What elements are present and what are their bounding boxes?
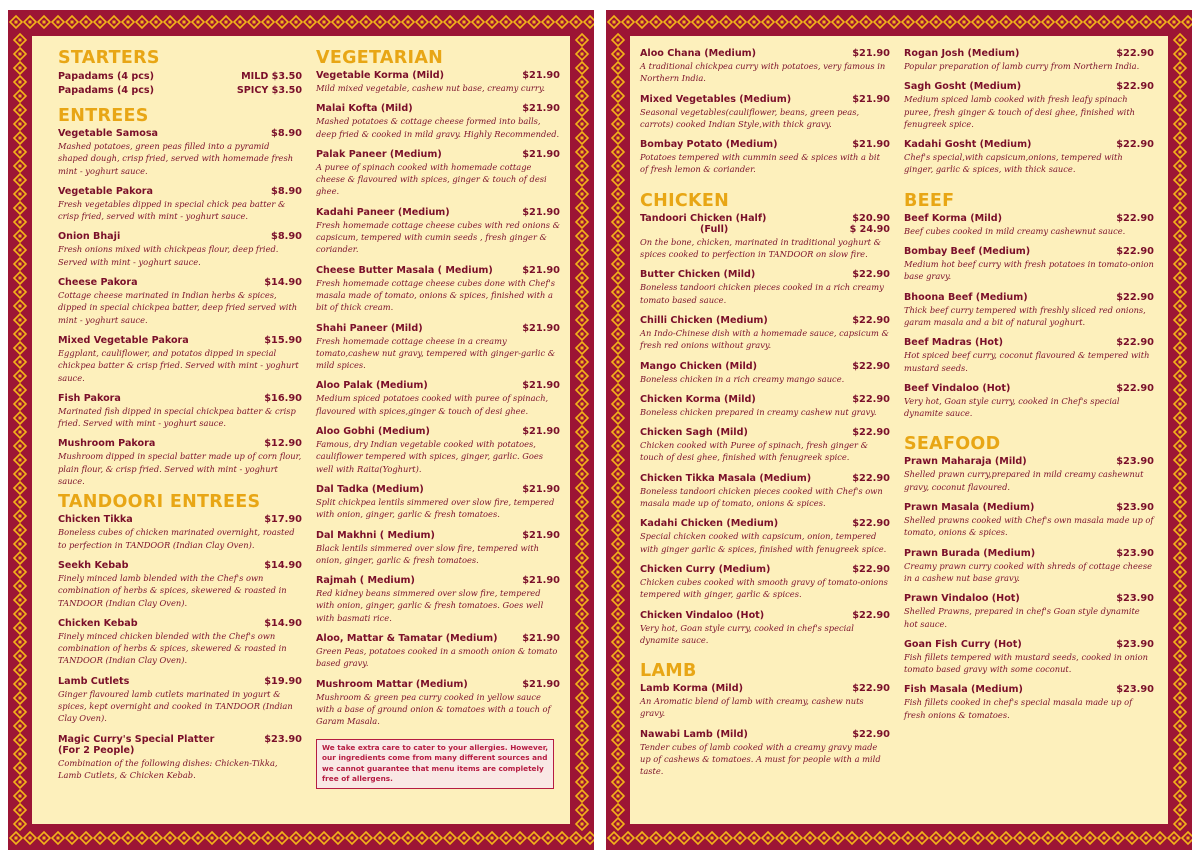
item-price: $8.90 [271, 185, 302, 197]
menu-item [904, 639, 1154, 676]
item-name: Fish Masala (Medium) [904, 684, 1023, 696]
item-price: $22.90 [1116, 291, 1154, 303]
item-name: Lamb Korma (Mild) [640, 683, 743, 695]
item-sub-name: (Full) [700, 223, 729, 235]
menu-item [640, 315, 890, 352]
item-price: $22.90 [1116, 337, 1154, 349]
item-name: Tandoori Chicken (Half) [640, 212, 767, 224]
menu-item [58, 734, 302, 782]
menu-column-4 [904, 48, 1154, 814]
menu-item [904, 593, 1154, 630]
item-description: On the bone, chicken, marinated in traditional yoghurt & spices cooked to perfection in TANDOOR on slow fire. [640, 236, 882, 260]
item-description: A traditional chickpea curry with potatoes, very famous in Northern India. [640, 61, 886, 84]
starters-list [58, 70, 302, 98]
item-description: Boneless chicken in a rich creamy mango sauce. [640, 373, 845, 384]
starter-row [58, 70, 302, 84]
menu-item [316, 323, 560, 372]
item-subtitle: (For 2 People) [58, 744, 135, 756]
item-price: $22.90 [1116, 139, 1154, 151]
item-name: Beef Madras (Hot) [904, 337, 1003, 349]
menu-item [904, 548, 1154, 585]
item-name: Cheese Pakora [58, 277, 138, 289]
item-name: Kadahi Chicken (Medium) [640, 518, 779, 530]
menu-item [316, 149, 560, 198]
item-name: Dal Makhni ( Medium) [316, 529, 435, 541]
menu-panel-right [630, 36, 1168, 824]
menu-item [640, 729, 890, 778]
menu-item [640, 48, 890, 85]
item-name: Beef Korma (Mild) [904, 212, 1002, 224]
item-name: Mushroom Mattar (Medium) [316, 678, 468, 690]
menu-item [58, 438, 302, 487]
item-name: Prawn Masala (Medium) [904, 502, 1035, 514]
menu-item [58, 128, 302, 177]
item-description: Marinated fish dipped in special chickpea batter & crisp fried. Served with mint - yoghurt sauce. [58, 405, 296, 429]
menu-item [640, 361, 890, 385]
item-price: $22.90 [852, 683, 890, 695]
item-price: $23.90 [1116, 502, 1154, 514]
menu-item [640, 473, 890, 510]
item-name: Goan Fish Curry (Hot) [904, 638, 1022, 650]
item-price: $21.90 [522, 633, 560, 645]
menu-item [640, 427, 890, 464]
menu-item [640, 518, 890, 555]
menu-item [58, 231, 302, 268]
item-price: $22.90 [852, 563, 890, 575]
item-name: Chicken Tikka Masala (Medium) [640, 472, 812, 484]
starter-price: MILD $3.50 [241, 71, 302, 82]
item-description: Mashed potatoes & cottage cheese formed into balls, deep fried & cooked in mild gravy. Highly Recommended. [316, 116, 560, 139]
item-name: Chicken Sagh (Mild) [640, 427, 748, 439]
menu-item [904, 139, 1154, 176]
item-description: A puree of spinach cooked with homemade cottage cheese & flavoured with spices, ginger & touch of desi ghee. [316, 161, 547, 197]
item-description: Medium hot beef curry with fresh potatoes in tomato-onion base gravy. [904, 259, 1154, 282]
item-description: Mashed potatoes, green peas filled into a pyramid shaped dough, crisp fried, served with homemade fresh mint - yoghurt sauce. [58, 141, 294, 176]
item-price: $21.90 [852, 48, 890, 59]
item-description: Very hot, Goan style curry, cooked in chef's special dynamite sauce. [640, 622, 854, 645]
starter-name: Papadams (4 pcs) [58, 71, 155, 82]
item-name: Kadahi Paneer (Medium) [316, 206, 450, 218]
item-price: $21.90 [522, 529, 560, 541]
item-description: Fish fillets tempered with mustard seeds, cooked in onion tomato based gravy with some coconut. [904, 651, 1148, 675]
menu-item [316, 103, 560, 140]
item-name: Aloo, Mattar & Tamatar (Medium) [316, 633, 498, 645]
section-title-tandoori-entrees: TANDOORI ENTREES [58, 492, 261, 513]
item-name: Lamb Cutlets [58, 675, 130, 687]
item-description: Medium spiced potatoes cooked with puree of spinach, flavoured with spices,ginger & touch of desi ghee. [316, 393, 549, 416]
item-price: $21.90 [522, 264, 560, 276]
menu-item [58, 277, 302, 326]
menu-panel-left [32, 36, 570, 824]
item-name: Prawn Burada (Medium) [904, 547, 1036, 559]
menu-item [316, 484, 560, 521]
item-name: Vegetable Pakora [58, 185, 154, 197]
item-description: Boneless chicken prepared in creamy cashew nut gravy. [640, 406, 877, 417]
menu-item [904, 81, 1154, 130]
item-price: $21.90 [522, 575, 560, 587]
starter-name: Papadams (4 pcs) [58, 85, 155, 96]
section-title-lamb: LAMB [640, 661, 697, 682]
item-description: Fresh homemade cottage cheese in a creamy tomato,cashew nut gravy, tempered with ginger-garlic & mild spices. [316, 335, 556, 371]
item-price: $14.90 [264, 277, 302, 289]
beef-list [904, 213, 1154, 429]
menu-item [316, 426, 560, 475]
item-name: Kadahi Gosht (Medium) [904, 139, 1032, 151]
item-description: Mushroom & green pea curry cooked in yellow sauce with a base of ground onion & tomatoes with a touch of Garam Masala. [316, 691, 551, 727]
item-price: $21.90 [522, 103, 560, 115]
item-description: Mild mixed vegetable, cashew nut base, creamy curry. [316, 83, 546, 93]
section-title-chicken: CHICKEN [640, 190, 730, 211]
item-name: Bombay Potato (Medium) [640, 139, 778, 151]
item-description: Finely minced lamb blended with the Chef's own combination of herbs & spices, skewered & roasted in TANDOOR (Indian Clay Oven). [58, 572, 287, 608]
item-description: Chef's special,with capsicum,onions, tempered with ginger, garlic & spices, with thick sauce. [904, 152, 1123, 175]
item-description: Cottage cheese marinated in Indian herbs & spices, dipped in special chickpea batter, deep fried served with mint - yoghurt sauce. [58, 290, 298, 325]
item-price: $22.90 [1116, 246, 1154, 258]
item-name: Aloo Chana (Medium) [640, 48, 757, 59]
item-price: $22.90 [852, 728, 890, 740]
item-description: Beef cubes cooked in mild creamy cashewnut sauce. [904, 225, 1126, 236]
item-name: Mixed Vegetable Pakora [58, 334, 189, 346]
menu-item [640, 139, 890, 176]
item-name: Onion Bhaji [58, 231, 121, 243]
item-sub-price: $ 24.90 [849, 223, 890, 235]
item-description: Eggplant, cauliflower, and potatos dipped in special chickpea batter & crisp fried. Served with mint - yoghurt sauce. [58, 347, 299, 383]
seafood-list [904, 456, 1154, 730]
item-description: An Aromatic blend of lamb with creamy, cashew nuts gravy. [640, 696, 864, 719]
item-description: Popular preparation of lamb curry from Northern India. [904, 61, 1140, 71]
menu-item [640, 269, 890, 306]
item-description: Split chickpea lentils simmered over slow fire, tempered with onion, ginger, garlic & fresh tomatoes. [316, 496, 555, 520]
menu-item [904, 48, 1154, 72]
item-description: Very hot, Goan style curry, cooked in Chef's special dynamite sauce. [904, 395, 1120, 419]
chicken-list [640, 269, 890, 655]
item-name: Chicken Tikka [58, 514, 133, 526]
item-name: Bhoona Beef (Medium) [904, 291, 1028, 303]
item-name: Rogan Josh (Medium) [904, 48, 1020, 59]
item-name: Chicken Curry (Medium) [640, 563, 771, 575]
item-name: Vegetable Samosa [58, 128, 158, 139]
item-description: Boneless cubes of chicken marinated overnight, roasted to perfection in TANDOOR (Indian Clay Oven). [58, 527, 295, 550]
menu-item [904, 292, 1154, 329]
item-description: Shelled prawn curry,prepared in mild creamy cashewnut gravy, coconut flavoured. [904, 469, 1144, 492]
item-description: Black lentils simmered over slow fire, tempered with onion, ginger, garlic & fresh tomatoes. [316, 542, 539, 565]
menu-item [316, 265, 560, 314]
starter-price: SPICY $3.50 [236, 85, 302, 96]
menu-item [640, 213, 890, 261]
item-price: $21.90 [522, 678, 560, 690]
item-price: $21.90 [522, 426, 560, 438]
tandoori-list [58, 514, 302, 790]
item-name: Chicken Kebab [58, 617, 138, 629]
item-name: Mango Chicken (Mild) [640, 360, 758, 372]
menu-column-2 [316, 48, 560, 814]
menu-page-right [606, 10, 1192, 850]
menu-page-left [8, 10, 594, 850]
item-name: Prawn Maharaja (Mild) [904, 456, 1027, 468]
item-price: $23.90 [264, 733, 302, 745]
item-description: Seasonal vegetables(cauliflower, beans, green peas, carrots) cooked Indian Style,with thick gravy. [640, 106, 860, 129]
allergy-notice: We take extra care to cater to your allergies. However, our ingredients come from many different sources and we cannot guarantee that menu items are completely free of allergens. [316, 739, 554, 789]
item-description: Potatoes tempered with cummin seed & spices with a bit of fresh lemon & coriander. [640, 152, 880, 175]
menu-item [316, 679, 560, 728]
item-name: Dal Tadka (Medium) [316, 483, 424, 495]
item-description: Shelled Prawns, prepared in chef's Goan style dynamite hot sauce. [904, 606, 1140, 629]
item-price: $21.90 [852, 139, 890, 151]
item-name: Shahi Paneer (Mild) [316, 322, 423, 334]
item-price: $23.90 [1116, 456, 1154, 468]
item-price: $20.90 [852, 212, 890, 224]
item-price: $17.90 [264, 514, 302, 526]
item-description: Special chicken cooked with capsicum, onion, tempered with ginger garlic & spices, finished with fenugreek spice. [640, 531, 887, 554]
section-title-starters: STARTERS [58, 48, 160, 68]
menu-item [316, 207, 560, 256]
menu-item [58, 335, 302, 384]
menu-item [904, 337, 1154, 374]
item-price: $22.90 [1116, 382, 1154, 394]
item-name: Butter Chicken (Mild) [640, 269, 756, 281]
section-title-vegetarian: VEGETARIAN [316, 48, 444, 68]
item-price: $21.90 [522, 322, 560, 334]
item-name: Cheese Butter Masala ( Medium) [316, 264, 493, 276]
menu-item [316, 575, 560, 624]
menu-item [904, 502, 1154, 539]
item-name: Aloo Gobhi (Medium) [316, 426, 430, 438]
item-description: Chicken cubes cooked with smooth gravy of tomato-onions tempered with ginger, garlic & spices. [640, 576, 888, 600]
item-price: $22.90 [852, 269, 890, 281]
item-price: $8.90 [271, 128, 302, 139]
item-price: $23.90 [1116, 547, 1154, 559]
item-description: An Indo-Chinese dish with a homemade sauce, capsicum & fresh red onions without gravy. [640, 327, 889, 351]
menu-column-1 [58, 48, 302, 814]
vegetarian-list [316, 70, 560, 737]
item-description: Red kidney beans simmered over slow fire, tempered with onion, ginger, garlic & fresh tomatoes. Goes well with basmati rice. [316, 588, 544, 623]
item-price: $21.90 [522, 380, 560, 392]
item-description: Hot spiced beef curry, coconut flavoured & tempered with mustard seeds. [904, 350, 1150, 373]
item-description: Shelled prawns cooked with Chef's own masala made up of tomato, onions & spices. [904, 515, 1154, 538]
item-description: Fresh vegetables dipped in special chick pea batter & crisp fried, served with mint - yoghurt sauce. [58, 198, 286, 222]
menu-item [904, 246, 1154, 283]
menu-item [640, 564, 890, 601]
item-name: Malai Kofta (Mild) [316, 103, 413, 115]
item-price: $22.90 [852, 472, 890, 484]
item-price: $16.90 [264, 392, 302, 404]
item-price: $22.90 [852, 393, 890, 405]
item-name: Fish Pakora [58, 392, 121, 404]
menu-item [640, 94, 890, 131]
menu-item [640, 683, 890, 720]
item-name: Palak Paneer (Medium) [316, 148, 442, 160]
menu-item [58, 514, 302, 551]
item-name: Chilli Chicken (Medium) [640, 314, 768, 326]
menu-item [58, 560, 302, 609]
item-description: Boneless tandoori chicken pieces cooked in a rich creamy tomato based sauce. [640, 282, 884, 305]
item-description: Thick beef curry tempered with freshly sliced red onions, garam masala and a bit of natural yoghurt. [904, 304, 1146, 327]
menu-item [58, 676, 302, 725]
item-description: Mushroom dipped in special batter made up of corn flour, plain flour, & crisp fried. Served with mint - yoghurt sauce. [58, 451, 302, 487]
item-price: $21.90 [522, 206, 560, 218]
item-description: Combination of the following dishes: Chicken-Tikka, Lamb Cutlets, & Chicken Kebab. [58, 757, 278, 780]
menu-item [904, 213, 1154, 237]
item-price: $22.90 [852, 314, 890, 326]
section-title-seafood: SEAFOOD [904, 434, 1001, 455]
item-price: $21.90 [522, 483, 560, 495]
item-description: Fresh onions mixed with chickpeas flour, deep fried. Served with mint - yoghurt sauce. [58, 244, 279, 267]
item-name: Beef Vindaloo (Hot) [904, 382, 1011, 394]
item-description: Finely minced chicken blended with the Chef's own combination of herbs & spices, skewered & roasted in TANDOOR (Indian Clay Oven). [58, 630, 287, 666]
vegetarian-continued-list [640, 48, 890, 185]
item-price: $12.90 [264, 438, 302, 450]
starter-row [58, 84, 302, 98]
item-name: Seekh Kebab [58, 559, 129, 571]
item-name: Vegetable Korma (Mild) [316, 70, 445, 81]
item-price: $8.90 [271, 231, 302, 243]
item-price: $21.90 [522, 70, 560, 81]
item-price: $19.90 [264, 675, 302, 687]
item-price: $22.90 [1116, 81, 1154, 93]
item-description: Boneless tandoori chicken pieces cooked with Chef's own masala made up of tomato, onions & spices. [640, 485, 883, 509]
item-price: $22.90 [852, 609, 890, 621]
item-price: $23.90 [1116, 593, 1154, 605]
item-description: Tender cubes of lamb cooked with a creamy gravy made up of cashews & tomatoes. A must for people with a mild taste. [640, 741, 881, 777]
item-price: $22.90 [852, 427, 890, 439]
lamb-list [640, 683, 890, 786]
item-price: $14.90 [264, 559, 302, 571]
item-name: Sagh Gosht (Medium) [904, 81, 1022, 93]
item-price: $22.90 [852, 360, 890, 372]
item-name: Aloo Palak (Medium) [316, 380, 428, 392]
item-description: Fish fillets cooked in chef's special masala made up of fresh onions & tomatoes. [904, 697, 1133, 720]
item-name: Prawn Vindaloo (Hot) [904, 593, 1020, 605]
section-title-beef: BEEF [904, 190, 955, 211]
menu-item [316, 380, 560, 417]
item-price: $21.90 [852, 93, 890, 105]
item-price: $22.90 [852, 518, 890, 530]
item-name: Mixed Vegetables (Medium) [640, 93, 792, 105]
item-description: Creamy prawn curry cooked with shreds of cottage cheese in a cashew nut base gravy. [904, 560, 1152, 583]
menu-item [316, 70, 560, 94]
menu-item [58, 393, 302, 430]
item-price: $23.90 [1116, 638, 1154, 650]
item-description: Ginger flavoured lamb cutlets marinated in yogurt & spices, kept overnight and cooked in TANDOOR (Indian Clay Oven). [58, 688, 293, 724]
menu-item [58, 618, 302, 667]
menu-item [316, 530, 560, 567]
item-name: Chicken Korma (Mild) [640, 393, 756, 405]
item-description: Fresh homemade cottage cheese cubes done with Chef's masala made of tomato, onions & spices, finished with a bit of thick cream. [316, 277, 555, 313]
item-name: Bombay Beef (Medium) [904, 246, 1031, 258]
lamb-continued-list [904, 48, 1154, 185]
menu-item [904, 383, 1154, 420]
menu-column-3 [640, 48, 890, 814]
item-description: Famous, dry Indian vegetable cooked with potatoes, cauliflower tempered with spices, ginger, garlic. Goes well with Raita(Yoghurt). [316, 439, 544, 474]
item-price: $15.90 [264, 334, 302, 346]
item-name: Nawabi Lamb (Mild) [640, 728, 748, 740]
item-price: $22.90 [1116, 48, 1154, 59]
item-description: Fresh homemade cottage cheese cubes with red onions & capsicum, tempered with cumin seeds , fresh ginger & coriander. [316, 219, 561, 255]
item-description: Chicken cooked with Puree of spinach, fresh ginger & touch of desi ghee, finished with fenugreek spice. [640, 440, 869, 463]
item-description: Medium spiced lamb cooked with fresh leafy spinach puree, fresh ginger & touch of desi ghee, finished with fenugreek spice. [904, 94, 1136, 129]
entrees-list [58, 128, 302, 496]
item-price: $23.90 [1116, 684, 1154, 696]
menu-item [904, 684, 1154, 721]
section-title-entrees: ENTREES [58, 106, 149, 126]
item-price: $14.90 [264, 617, 302, 629]
item-name: Magic Curry's Special Platter [58, 733, 215, 745]
item-name: Chicken Vindaloo (Hot) [640, 609, 765, 621]
item-price: $22.90 [1116, 212, 1154, 224]
item-name: Mushroom Pakora [58, 438, 156, 450]
menu-item [640, 610, 890, 647]
menu-item [58, 186, 302, 223]
menu-item [904, 456, 1154, 493]
menu-item [316, 633, 560, 670]
item-name: Rajmah ( Medium) [316, 575, 415, 587]
item-price: $21.90 [522, 148, 560, 160]
menu-item [640, 394, 890, 418]
item-description: Green Peas, potatoes cooked in a smooth onion & tomato based gravy. [316, 646, 558, 669]
